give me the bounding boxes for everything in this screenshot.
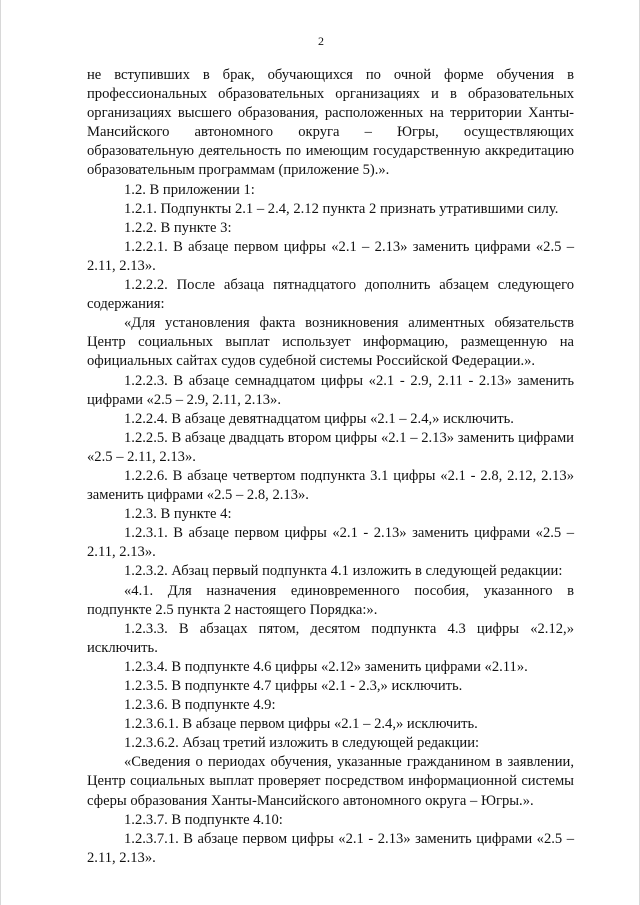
- paragraph: 1.2.2.4. В абзаце девятнадцатом цифры «2.1 – 2.4,» исключить.: [124, 410, 514, 427]
- paragraph: не вступивших в брак, обучающихся по очной форме обучения в профессиональных образовательных организациях и в образовательных организациях высшего образования, расположенных на территории Ханты-Мансийского автономного округа – Югры, осуществляющих образовательную деятельность по имеющим государственную аккредитацию образовательным программам (приложение 5).».: [87, 67, 574, 179]
- paragraph: 1.2.2.1. В абзаце первом цифры «2.1 – 2.13» заменить цифрами «2.5 – 2.11, 2.13».: [87, 238, 574, 274]
- paragraph: 1.2.3.1. В абзаце первом цифры «2.1 - 2.13» заменить цифрами «2.5 – 2.11, 2.13».: [87, 525, 574, 561]
- paragraph: 1.2.3.4. В подпункте 4.6 цифры «2.12» заменить цифрами «2.11».: [124, 658, 528, 675]
- paragraph: 1.2.3.6.1. В абзаце первом цифры «2.1 – 2.4,» исключить.: [124, 716, 478, 733]
- paragraph: 1.2.2.3. В абзаце семнадцатом цифры «2.1 - 2.9, 2.11 - 2.13» заменить цифрами «2.5 – 2.9, 2.11, 2.13».: [87, 372, 574, 408]
- paragraph: 1.2.2.5. В абзаце двадцать втором цифры «2.1 – 2.13» заменить цифрами «2.5 – 2.11, 2.13».: [87, 429, 574, 465]
- paragraph: 1.2.3.6. В подпункте 4.9:: [124, 697, 276, 714]
- document-body: [87, 66, 574, 868]
- paragraph: «Для установления факта возникновения алиментных обязательств Центр социальных выплат использует информацию, размещенную на официальных сайтах судов судебной системы Российской Федерации.».: [87, 315, 574, 370]
- paragraph: 1.2.3.5. В подпункте 4.7 цифры «2.1 - 2.3,» исключить.: [124, 678, 463, 694]
- paragraph: 1.2.2. В пункте 3:: [124, 219, 232, 236]
- paragraph: 1.2.3.7. В подпункте 4.10:: [124, 811, 283, 828]
- paragraph: «4.1. Для назначения единовременного пособия, указанного в подпункте 2.5 пункта 2 настоящего Порядка:».: [87, 582, 574, 618]
- paragraph: 1.2.3.2. Абзац первый подпункта 4.1 изложить в следующей редакции:: [124, 563, 563, 580]
- paragraph: 1.2.3. В пункте 4:: [124, 506, 232, 523]
- paragraph: 1.2.2.2. После абзаца пятнадцатого дополнить абзацем следующего содержания:: [87, 277, 574, 313]
- page-number: 2: [318, 34, 324, 48]
- paragraph: 1.2.1. Подпункты 2.1 – 2.4, 2.12 пункта 2 признать утратившими силу.: [124, 200, 559, 217]
- paragraph: 1.2.3.6.2. Абзац третий изложить в следующей редакции:: [124, 735, 480, 752]
- paragraph: «Сведения о периодах обучения, указанные гражданином в заявлении, Центр социальных выплат проверяет посредством информационной системы сферы образования Ханты-Мансийского автономного округа – Югры.».: [87, 754, 574, 809]
- paragraph: 1.2.2.6. В абзаце четвертом подпункта 3.1 цифры «2.1 - 2.8, 2.12, 2.13» заменить цифрами «2.5 – 2.8, 2.13».: [87, 467, 574, 504]
- paragraph: 1.2. В приложении 1:: [124, 181, 255, 198]
- paragraph: 1.2.3.7.1. В абзаце первом цифры «2.1 - 2.13» заменить цифрами «2.5 – 2.11, 2.13».: [87, 830, 574, 866]
- paragraph: 1.2.3.3. В абзацах пятом, десятом подпункта 4.3 цифры «2.12,» исключить.: [87, 620, 574, 656]
